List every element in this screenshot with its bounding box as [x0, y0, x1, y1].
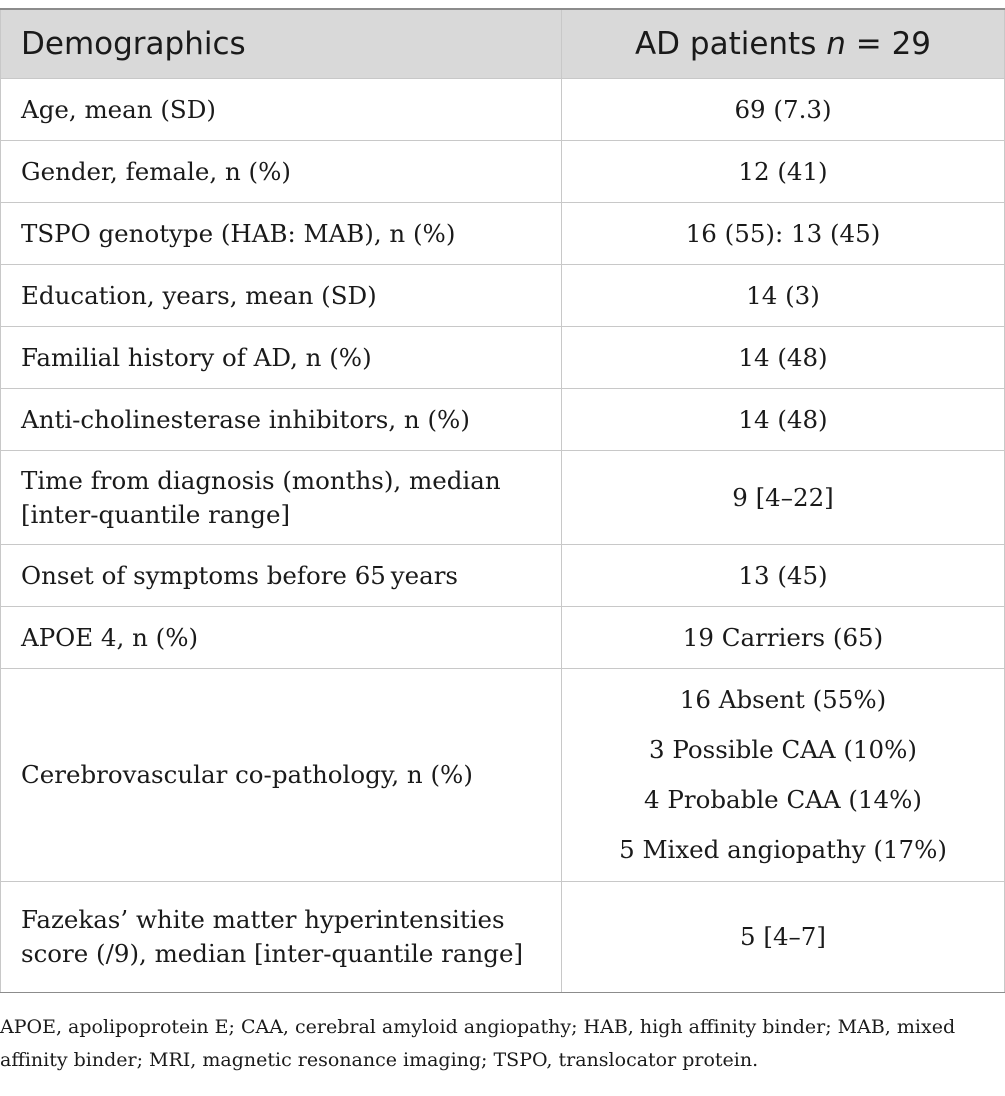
row-label: TSPO genotype (HAB: MAB), n (%)	[1, 203, 562, 265]
row-label: Fazekas’ white matter hyperintensities score (/9), median [inter-quantile range]	[1, 882, 562, 993]
row-value: 69 (7.3)	[562, 79, 1005, 141]
row-label: Cerebrovascular co-pathology, n (%)	[1, 669, 562, 882]
row-label: Gender, female, n (%)	[1, 141, 562, 203]
row-value-line: 5 Mixed angiopathy (17%)	[619, 835, 947, 864]
row-value-line: 4 Probable CAA (14%)	[644, 785, 922, 814]
header-ad-patients-count: = 29	[845, 26, 932, 62]
header-ad-patients-prefix: AD patients	[634, 26, 827, 62]
table-row	[1, 389, 1005, 451]
row-value: 19 Carriers (65)	[562, 607, 1005, 669]
header-demographics: Demographics	[1, 9, 562, 79]
table-row	[1, 451, 1005, 545]
header-n-symbol: n	[826, 26, 846, 62]
table-row	[1, 141, 1005, 203]
row-value-line: 3 Possible CAA (10%)	[649, 735, 917, 764]
table-row	[1, 203, 1005, 265]
table-row	[1, 607, 1005, 669]
row-label: Age, mean (SD)	[1, 79, 562, 141]
row-value: 16 (55): 13 (45)	[562, 203, 1005, 265]
row-label: Education, years, mean (SD)	[1, 265, 562, 327]
table-row	[1, 545, 1005, 607]
table-header-row	[1, 9, 1005, 79]
row-value-list	[562, 669, 1005, 882]
table-row	[1, 79, 1005, 141]
table-footnote: APOE, apolipoprotein E; CAA, cerebral amyloid angiopathy; HAB, high affinity binder; MAB, mixed affinity binder; MRI, magnetic resonance imaging; TSPO, translocator protein.	[0, 1016, 956, 1071]
table-row	[1, 327, 1005, 389]
row-value: 14 (3)	[562, 265, 1005, 327]
row-value: 13 (45)	[562, 545, 1005, 607]
row-label: Time from diagnosis (months), median [inter-quantile range]	[1, 451, 562, 545]
row-value: 14 (48)	[562, 327, 1005, 389]
demographics-table	[0, 8, 1005, 993]
row-label: APOE 4, n (%)	[1, 607, 562, 669]
row-value: 14 (48)	[562, 389, 1005, 451]
row-value: 5 [4–7]	[562, 882, 1005, 993]
row-label: Familial history of AD, n (%)	[1, 327, 562, 389]
header-ad-patients	[562, 9, 1005, 79]
table-row	[1, 882, 1005, 993]
row-label: Onset of symptoms before 65 years	[1, 545, 562, 607]
row-value-line: 16 Absent (55%)	[679, 685, 887, 714]
table-row	[1, 669, 1005, 882]
row-value: 12 (41)	[562, 141, 1005, 203]
row-value: 9 [4–22]	[562, 451, 1005, 545]
table-row	[1, 265, 1005, 327]
row-label: Anti-cholinesterase inhibitors, n (%)	[1, 389, 562, 451]
